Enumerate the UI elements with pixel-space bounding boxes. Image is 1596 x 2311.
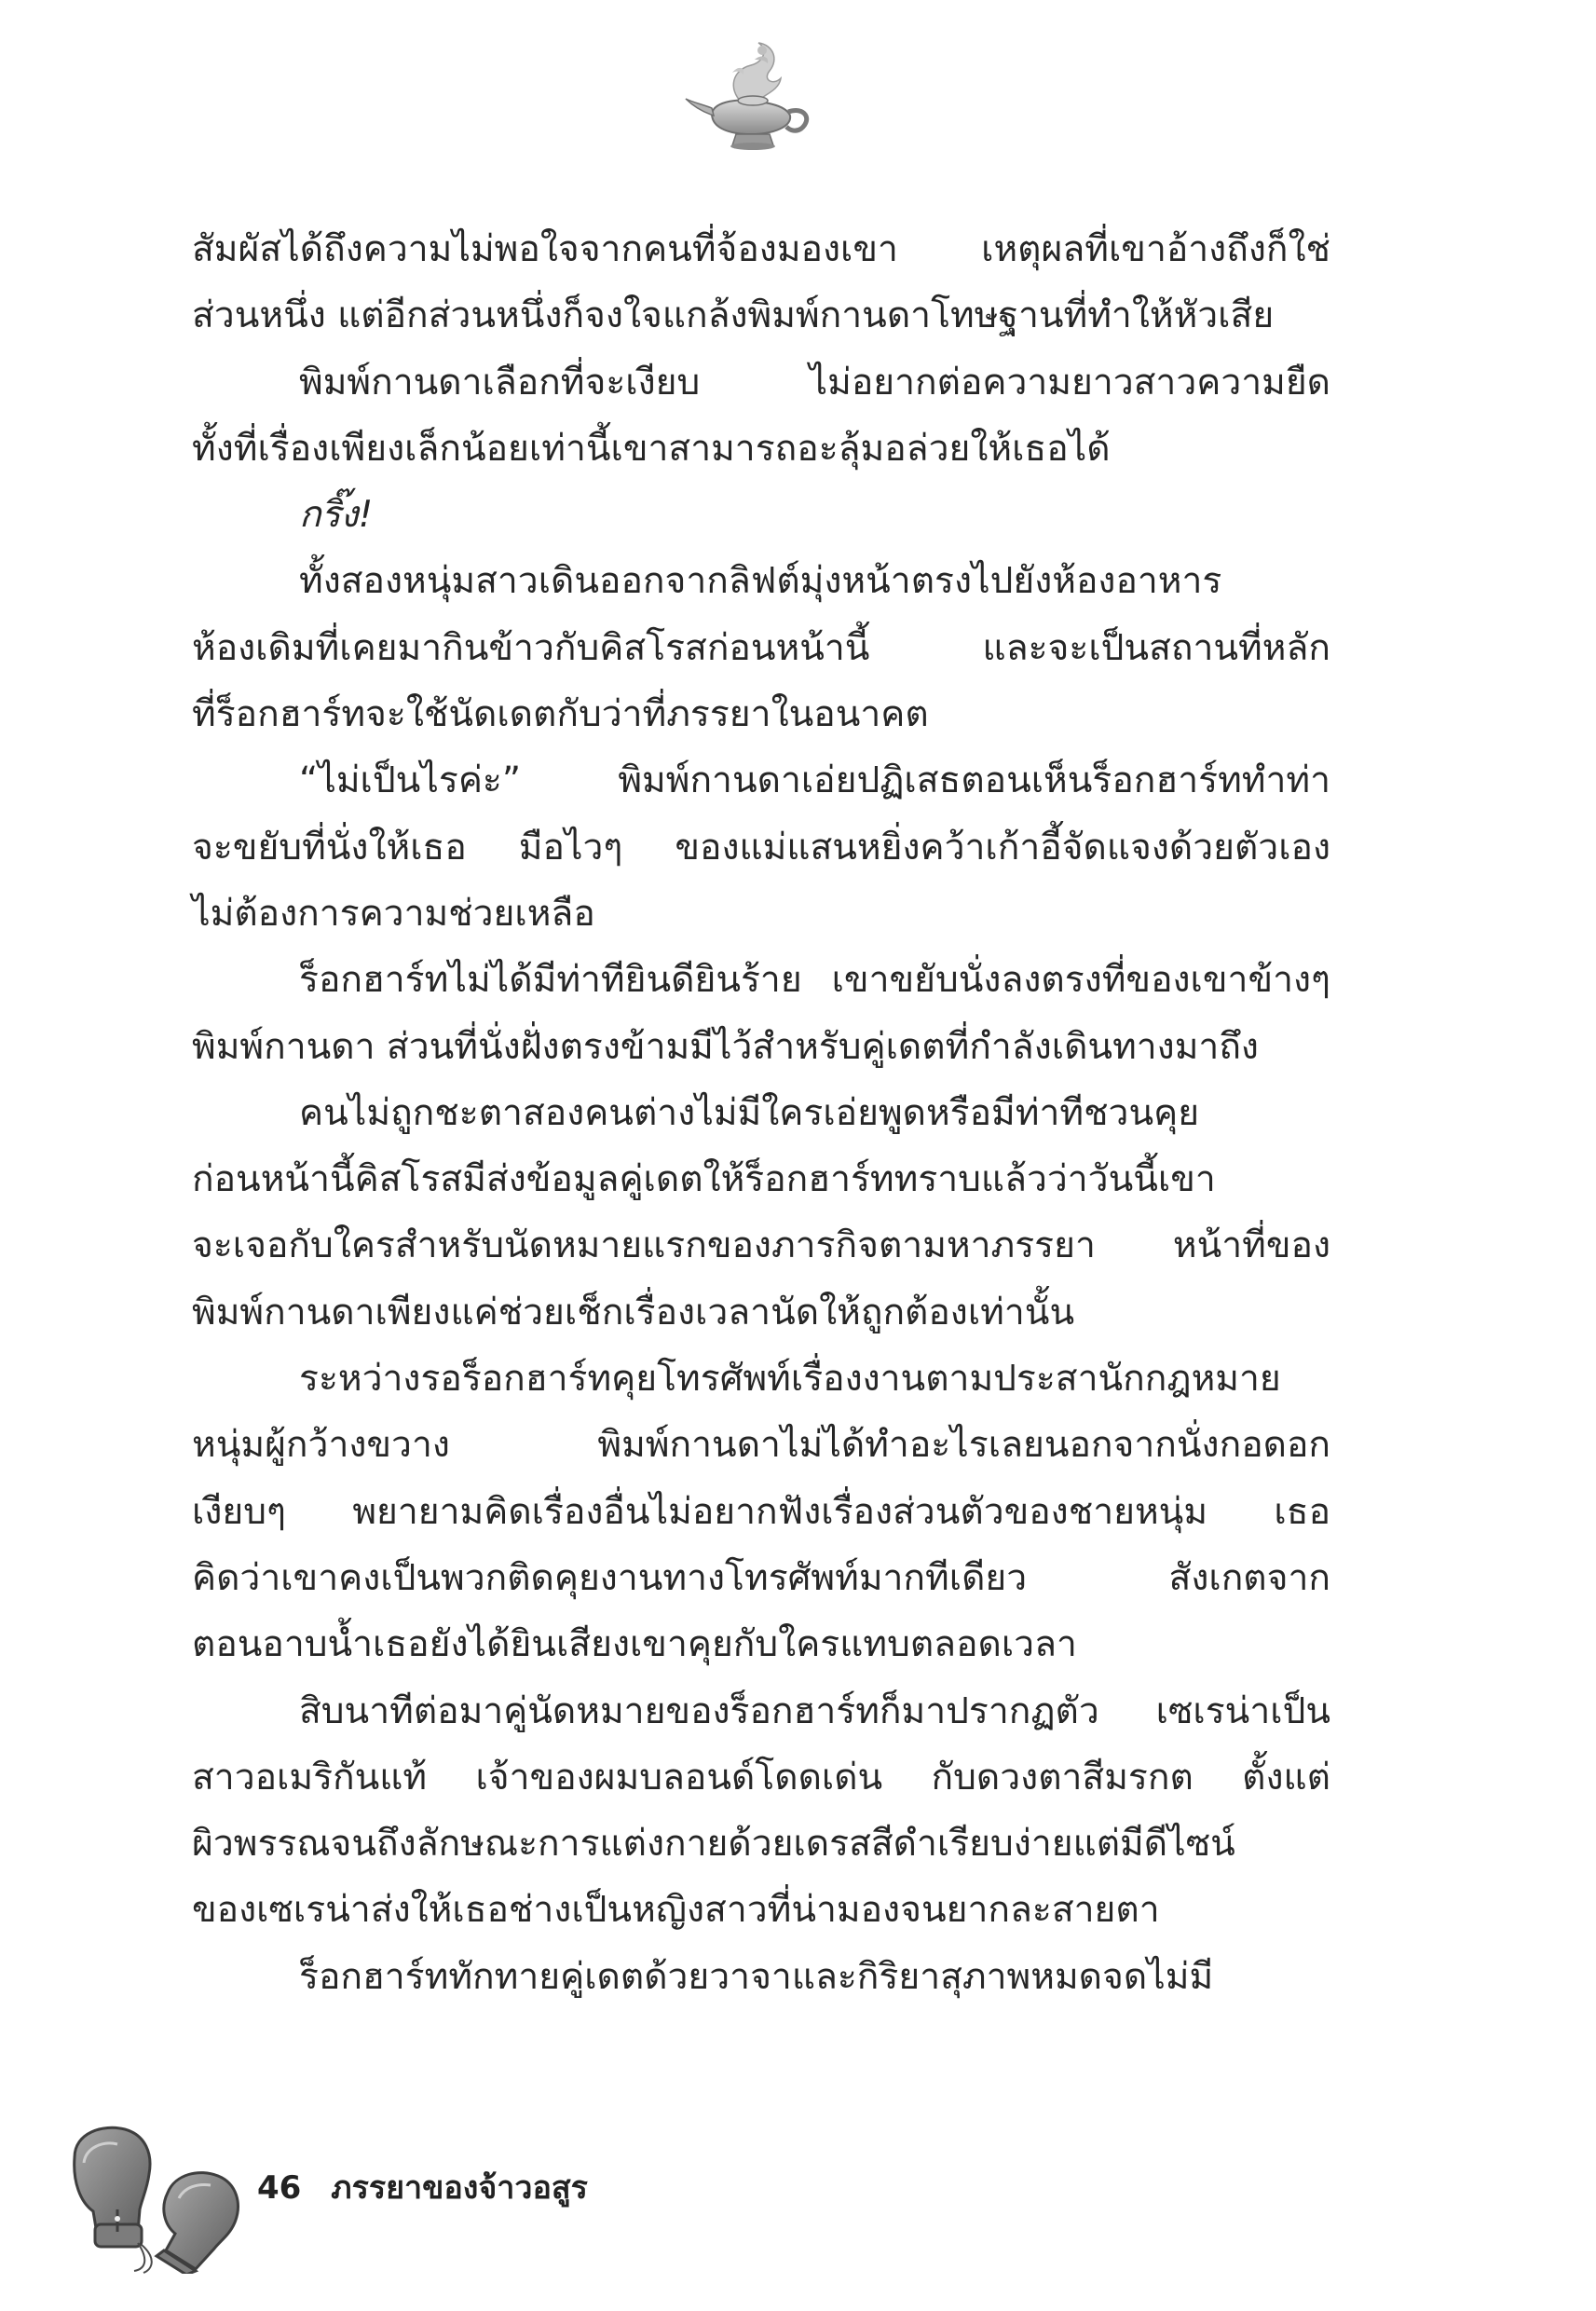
text-line: ร็อกฮาร์ททักทายคู่เดตด้วยวาจาและกิริยาสุภาพหมดจดไม่มี [299, 1955, 1214, 1998]
text-line: สาวอเมริกันแท้ เจ้าของผมบลอนด์โดดเด่น กับดวงตาสีมรกต ตั้งแต่ [192, 1756, 1330, 1798]
text-line: ห้องเดิมที่เคยมากินข้าวกับคิสโรสก่อนหน้านี้ และจะเป็นสถานที่หลัก [192, 626, 1330, 669]
text-line: ก่อนหน้านี้คิสโรสมีส่งข้อมูลคู่เดตให้ร็อกฮาร์ททราบแล้วว่าวันนี้เขา [192, 1158, 1216, 1201]
text-line: พิมพ์กานดา ส่วนที่นั่งฝั่งตรงข้ามมีไว้สำหรับคู่เดตที่กำลังเดินทางมาถึง [192, 1025, 1259, 1068]
text-line: หนุ่มผู้กว้างขวาง พิมพ์กานดาไม่ได้ทำอะไรเลยนอกจากนั่งกอดอก [192, 1424, 1330, 1467]
text-line: คนไม่ถูกชะตาสองคนต่างไม่มีใครเอ่ยพูดหรือมีท่าทีชวนคุย [299, 1091, 1200, 1134]
text-line: ตอนอาบน้ำเธอยังได้ยินเสียงเขาคุยกับใครแทบตลอดเวลา [192, 1623, 1077, 1666]
text-line: จะขยับที่นั่งให้เธอ มือไวๆ ของแม่แสนหยิ่งคว้าเก้าอี้จัดแจงด้วยตัวเอง [192, 826, 1330, 868]
text-line: ที่ร็อกฮาร์ทจะใช้นัดเดตกับว่าที่ภรรยาในอนาคต [192, 693, 929, 736]
text-line: ร็อกฮาร์ทไม่ได้มีท่าทียินดียินร้าย เขาขยับนั่งลงตรงที่ของเขาข้างๆ [299, 959, 1330, 1002]
text-line: จะเจอกับใครสำหรับนัดหมายแรกของภารกิจตามหาภรรยา หน้าที่ของ [192, 1224, 1330, 1267]
text-line: ของเซเรน่าส่งให้เธอช่างเป็นหญิงสาวที่น่ามองจนยากละสายตา [192, 1889, 1160, 1932]
boxing-gloves-icon [56, 2120, 252, 2274]
book-title: ภรรยาของจ้าวอสูร [331, 2169, 588, 2207]
page-footer [257, 2160, 588, 2216]
text-line: สัมผัสได้ถึงความไม่พอใจจากคนที่จ้องมองเขา เหตุผลที่เขาอ้างถึงก็ใช่ [192, 228, 1330, 270]
text-line: ผิวพรรณจนถึงลักษณะการแต่งกายด้วยเดรสสีดำเรียบง่ายแต่มีดีไซน์ [192, 1823, 1235, 1866]
text-line: พิมพ์กานดาเพียงแค่ช่วยเช็กเรื่องเวลานัดให้ถูกต้องเท่านั้น [192, 1291, 1075, 1333]
magic-lamp-genie-icon [676, 37, 825, 158]
page-number: 46 [257, 2169, 302, 2207]
text-line: คิดว่าเขาคงเป็นพวกติดคุยงานทางโทรศัพท์มากทีเดียว สังเกตจาก [192, 1556, 1330, 1599]
text-line: ทั้งสองหนุ่มสาวเดินออกจากลิฟต์มุ่งหน้าตรงไปยังห้องอาหาร [299, 560, 1222, 603]
text-line: พิมพ์กานดาเลือกที่จะเงียบ ไม่อยากต่อความยาวสาวความยืด [299, 361, 1330, 403]
text-line: ไม่ต้องการความช่วยเหลือ [192, 892, 595, 935]
text-line: ระหว่างรอร็อกฮาร์ทคุยโทรศัพท์เรื่องงานตามประสานักกฎหมาย [299, 1358, 1281, 1401]
text-line: สิบนาทีต่อมาคู่นัดหมายของร็อกฮาร์ทก็มาปรากฏตัว เซเรน่าเป็น [299, 1689, 1330, 1732]
text-line: ทั้งที่เรื่องเพียงเล็กน้อยเท่านี้เขาสามารถอะลุ้มอล่วยให้เธอได้ [192, 427, 1111, 470]
text-line: เงียบๆ พยายามคิดเรื่องอื่นไม่อยากฟังเรื่องส่วนตัวของชายหนุ่ม เธอ [192, 1490, 1330, 1533]
text-line: “ไม่เป็นไรค่ะ” พิมพ์กานดาเอ่ยปฏิเสธตอนเห็นร็อกฮาร์ททำท่า [299, 759, 1330, 802]
text-line: ส่วนหนึ่ง แต่อีกส่วนหนึ่งก็จงใจแกล้งพิมพ์กานดาโทษฐานที่ทำให้หัวเสีย [192, 294, 1275, 337]
sound-effect-line: กริ๊ง! [299, 494, 374, 537]
body-text [192, 216, 1330, 2010]
